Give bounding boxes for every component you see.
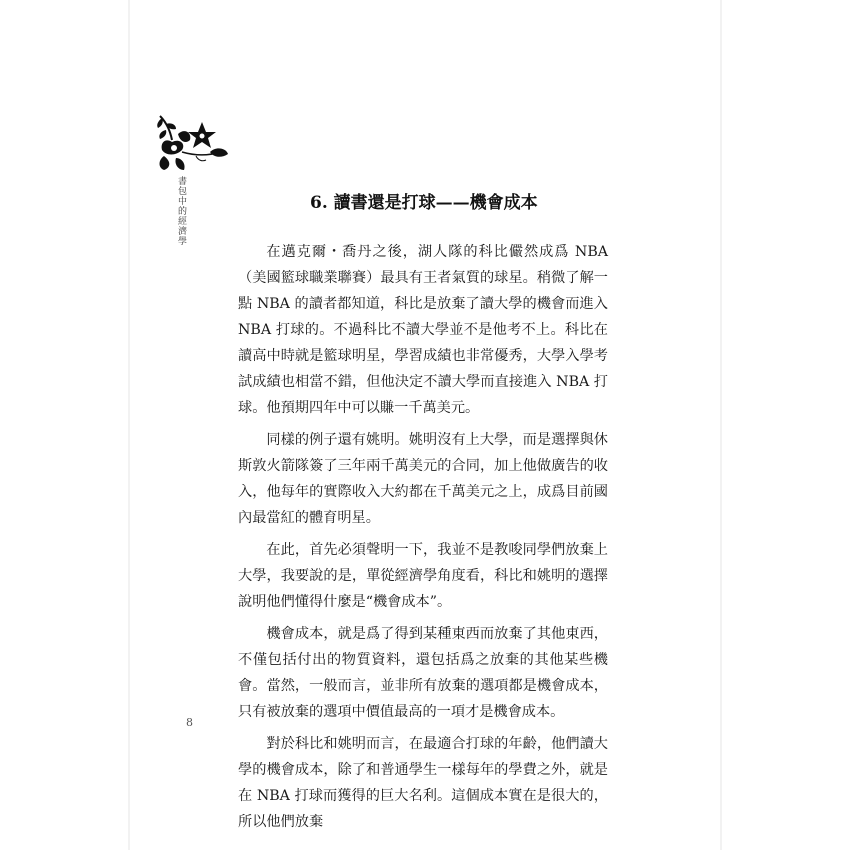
paragraph-5: 對於科比和姚明而言，在最適合打球的年齡，他們讀大學的機會成本，除了和普通學生一樣每年的學費之外，就是在 NBA 打球而獲得的巨大名利。這個成本實在是很大的，所以他們放棄	[238, 736, 608, 830]
paragraph-4: 機會成本，就是爲了得到某種東西而放棄了其他東西，不僅包括付出的物質資料，還包括爲之放棄的其他某些機會。當然，一般而言，並非所有放棄的選項都是機會成本，只有被放棄的選項中價值最高的一項才是機會成本。	[238, 626, 608, 720]
running-title: 書包中的經濟學	[176, 176, 186, 246]
paragraph-2: 同樣的例子還有姚明。姚明沒有上大學，而是選擇與休斯敦火箭隊簽了三年兩千萬美元的合同，加上他做廣告的收入，他每年的實際收入大約都在千萬美元之上，成爲目前國內最當紅的體育明星。	[238, 432, 608, 526]
body-text	[238, 239, 608, 841]
page-number: 8	[186, 716, 193, 729]
paragraph-3: 在此，首先必須聲明一下，我並不是教唆同學們放棄上大學，我要說的是，單從經濟學角度看，科比和姚明的選擇說明他們懂得什麼是“機會成本”。	[238, 542, 608, 610]
floral-ornament-icon	[152, 112, 230, 178]
paragraph-1: 在邁克爾・喬丹之後，湖人隊的科比儼然成爲 NBA（美國籃球職業聯賽）最具有王者氣質的球星。稍微了解一點 NBA 的讀者都知道，科比是放棄了讀大學的機會而進入 NBA 打球的。不過科比不讀大學並不是他考不上。科比在讀高中時就是籃球明星，學習成績也非常優秀，大學入學考試成績也相當不錯，但他決定不讀大學而直接進入 NBA 打球。他預期四年中可以賺一千萬美元。	[238, 244, 608, 416]
chapter-title: 6. 讀書還是打球——機會成本	[310, 193, 538, 213]
